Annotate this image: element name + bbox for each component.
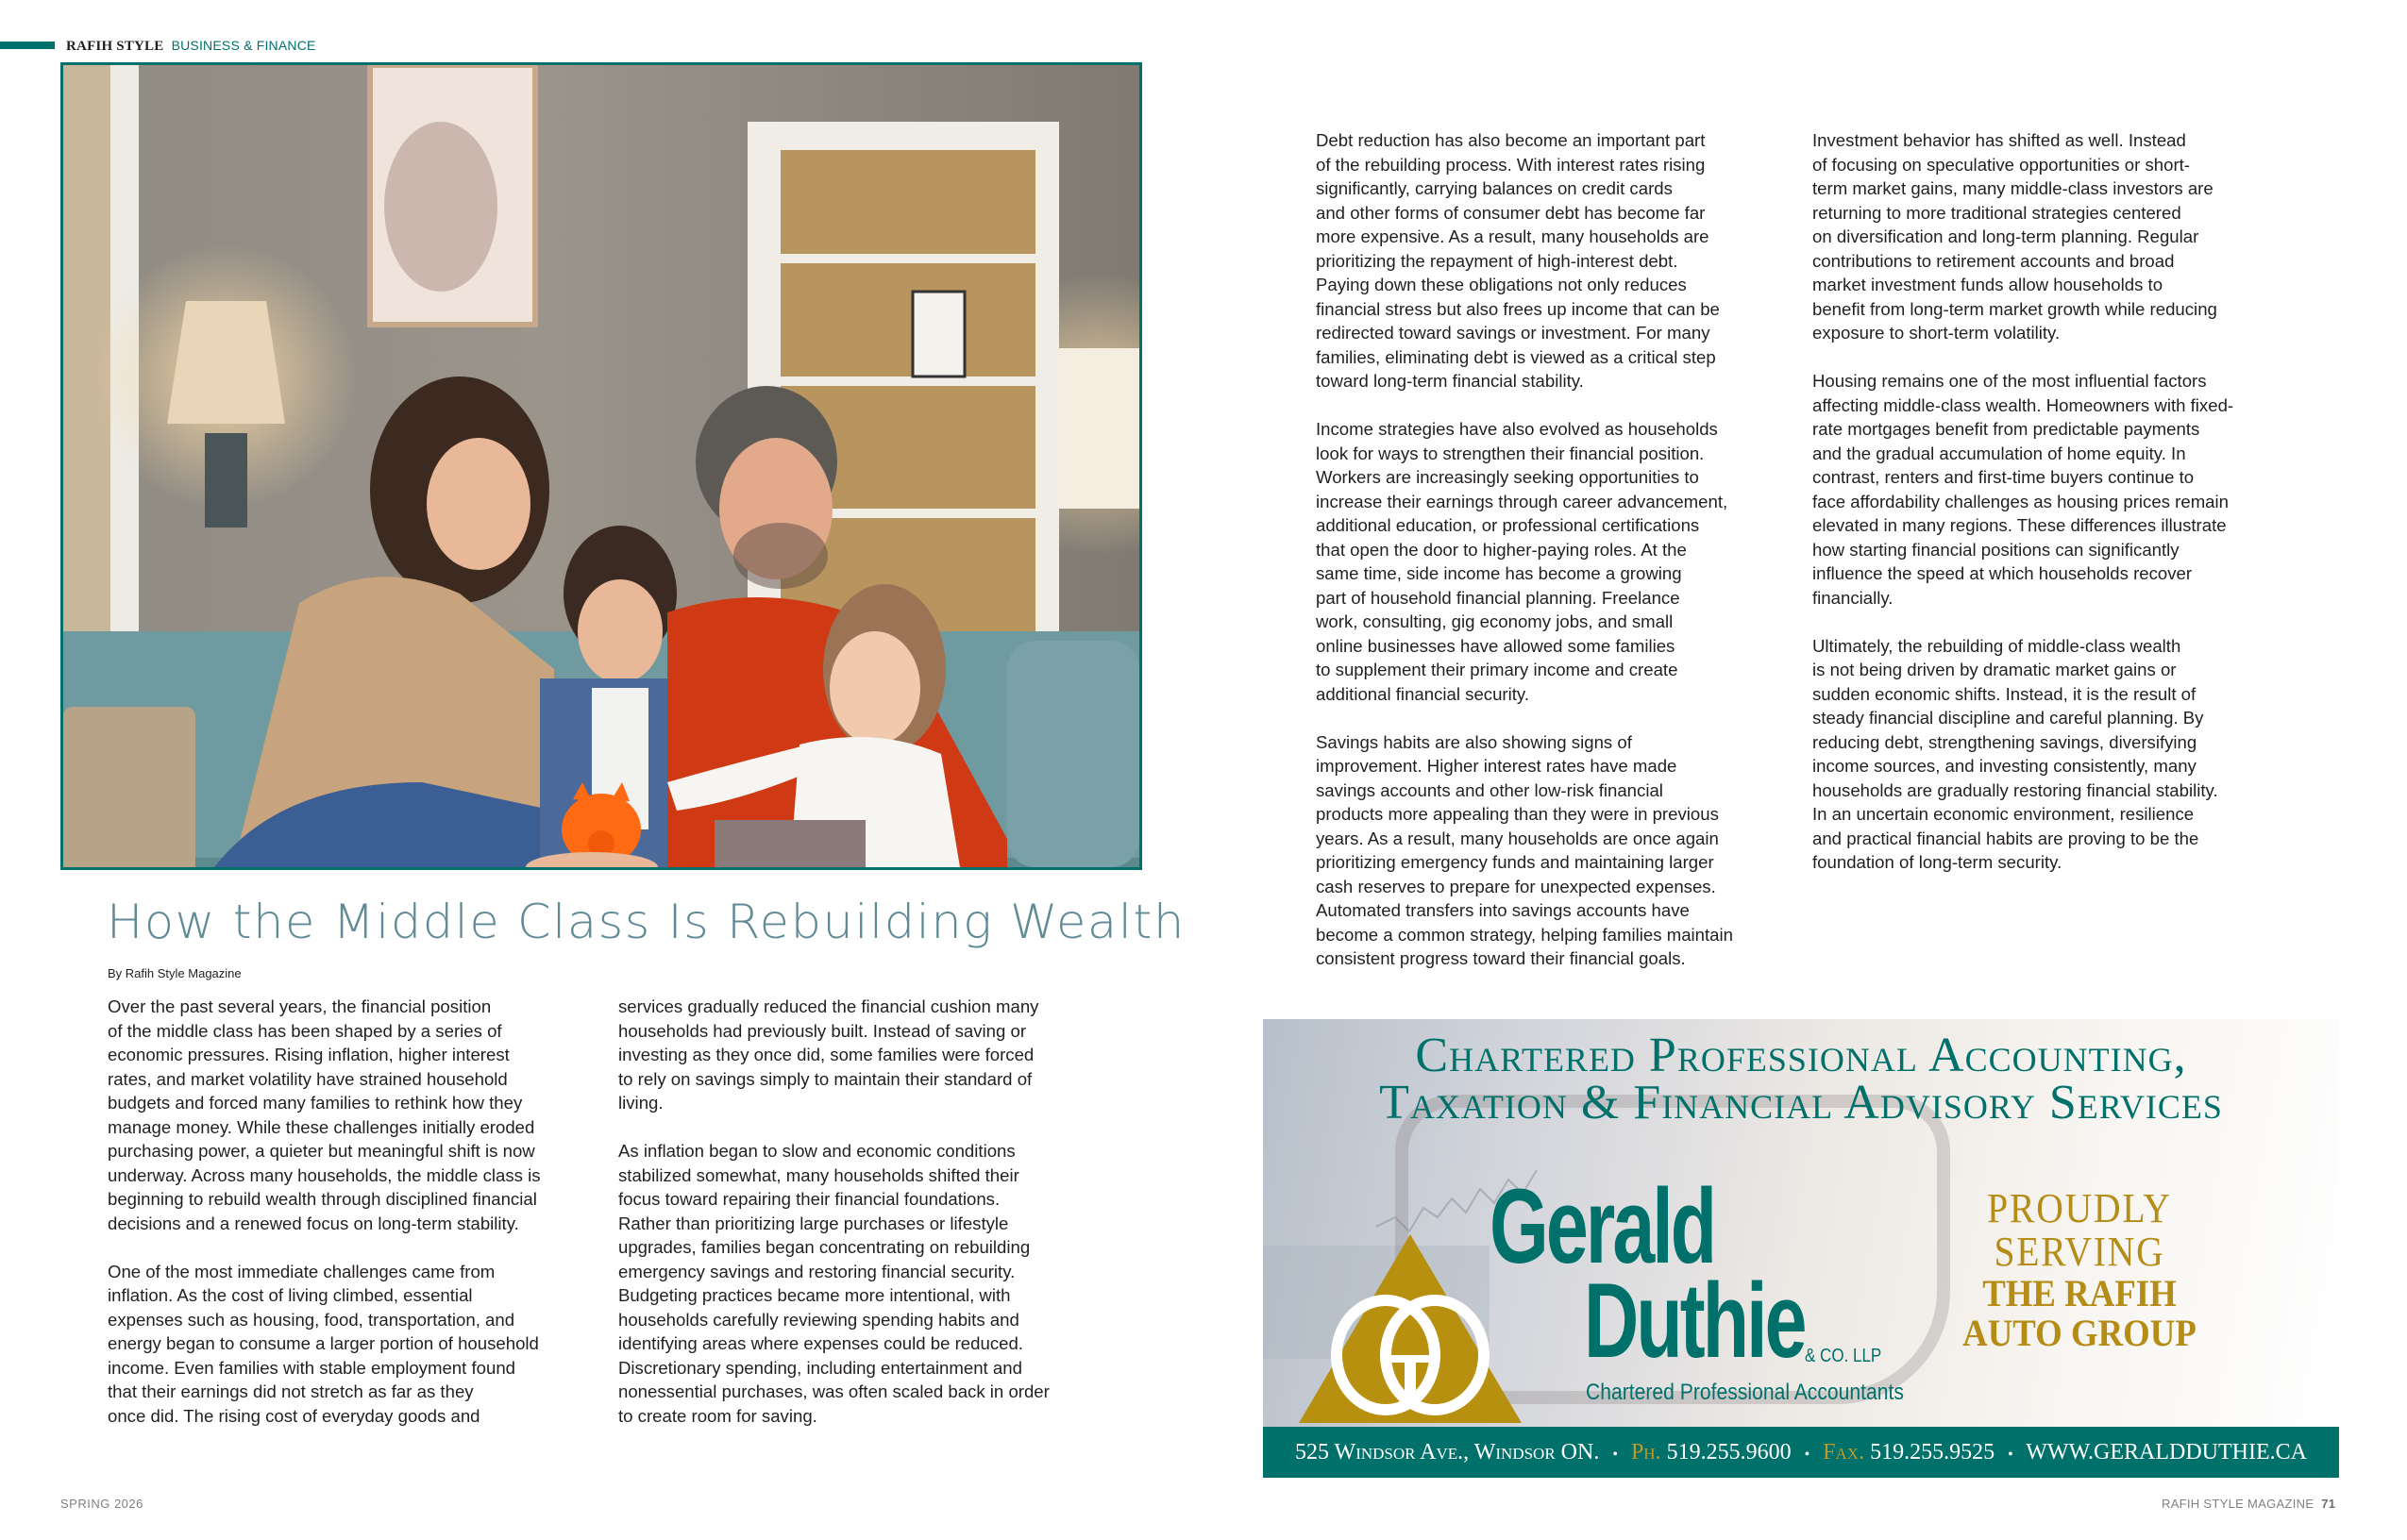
text-line: investing as they once did, some families were forced [618,1045,1035,1064]
ad-tagline: Chartered Professional Accountants [1586,1380,1904,1405]
header-accent-bar [0,42,55,49]
text-line: purchasing power, a quieter but meaningful shift is now [108,1141,535,1161]
text-line: to create room for saving. [618,1405,817,1426]
text-line: services gradually reduced the financial cushion many [618,996,1039,1016]
article-paragraph [1812,128,2294,345]
article-column-1 [108,995,598,1428]
text-line: expenses such as housing, food, transportation, and [108,1309,515,1330]
text-line: sudden economic shifts. Instead, it is the result of [1812,683,2197,704]
article-paragraph [1812,369,2294,610]
article-paragraph [1316,730,1797,971]
text-line: toward long-term financial stability. [1316,371,1584,391]
advertisement-gerald-duthie[interactable] [1263,1019,2339,1478]
text-line: Budgeting practices became more intentional, with [618,1285,1011,1305]
text-line: Discretionary spending, including entertainment and [618,1357,1022,1378]
ad-serving-line-3: AUTO GROUP [1962,1312,2197,1354]
text-line: households had previously built. Instead of saving or [618,1020,1027,1041]
text-line: income sources, and investing consistently, many [1812,756,2197,776]
ad-serving-line-2: THE RAFIH [1982,1272,2177,1314]
text-line: financially. [1812,587,1894,608]
text-line: economic pressures. Rising inflation, higher interest [108,1045,510,1064]
text-line: Savings habits are also showing signs of [1316,731,1632,752]
text-line: returning to more traditional strategies centered [1812,202,2181,223]
text-line: financial stress but also frees up income that can be [1316,298,1720,319]
text-line: Automated transfers into savings accounts have [1316,900,1690,920]
text-line: consistent progress toward their financial goals. [1316,948,1686,968]
article-title: How the Middle Class Is Rebuilding Wealth [107,895,1186,949]
ad-fax-label: Fax. [1823,1440,1865,1465]
running-header [66,38,316,55]
text-line: once did. The rising cost of everyday goods and [108,1405,480,1426]
footer-folio [2162,1497,2335,1511]
text-line: reducing debt, strengthening savings, diversifying [1812,731,2197,752]
ad-contact-band [1263,1427,2339,1478]
text-line: budgets and forced many families to rethink how they [108,1093,523,1113]
text-line: and practical financial habits are proving to be the [1812,828,2199,848]
text-line: rate mortgages benefit from predictable payments [1812,419,2200,439]
ad-serving-block [1886,1187,2273,1353]
text-line: additional financial security. [1316,683,1530,704]
text-line: rates, and market volatility have strained household [108,1068,508,1089]
ad-headline [1263,1029,2339,1130]
text-line: Housing remains one of the most influential factors [1812,371,2207,391]
separator-icon: • [2008,1447,2013,1463]
text-line: households carefully reviewing spending habits and [618,1309,1019,1330]
article-paragraph [618,1139,1109,1428]
text-line: additional education, or professional certifications [1316,515,1700,535]
ad-phone-label: Ph. [1630,1440,1661,1465]
ad-firm-name-line-2: Duthie [1584,1262,1805,1380]
text-line: Rather than prioritizing large purchases or lifestyle [618,1213,1009,1233]
text-line: Over the past several years, the financial position [108,996,492,1016]
text-line: on diversification and long-term planning. Regular [1812,226,2199,246]
text-line: and the gradual accumulation of home equity. In [1812,443,2186,463]
footer-magazine-name: RAFIH STYLE MAGAZINE [2162,1497,2314,1511]
text-line: products more appealing than they were in previous [1316,804,1719,824]
ad-address: 525 Windsor Ave., Windsor ON. [1294,1440,1600,1465]
text-line: term market gains, many middle-class investors are [1812,178,2213,198]
gd-monogram-triangle-icon [1299,1234,1522,1423]
ad-headline-line-2: Taxation & Financial Advisory Services [1379,1076,2223,1130]
article-byline: By Rafih Style Magazine [108,966,242,980]
text-line: Paying down these obligations not only reduces [1316,275,1687,294]
text-line: families, eliminating debt is viewed as a critical step [1316,346,1716,367]
text-line: to supplement their primary income and create [1316,660,1678,679]
text-line: face affordability challenges as housing prices remain [1812,491,2229,511]
ad-firm-name-line-1: Gerald [1490,1167,1715,1285]
text-line: market investment funds allow households to [1812,275,2163,294]
footer-season: SPRING 2026 [60,1497,143,1511]
text-line: online businesses have allowed some families [1316,635,1675,656]
text-line: part of household financial planning. Freelance [1316,587,1680,608]
text-line: Investment behavior has shifted as well. Instead [1812,130,2186,150]
text-line: identifying areas where expenses could be reduced. [618,1333,1023,1353]
page-number: 71 [2321,1497,2336,1511]
text-line: focus toward repairing their financial foundations. [618,1189,1001,1209]
text-line: households are gradually restoring financial stability. [1812,779,2218,800]
text-line: As inflation began to slow and economic conditions [618,1141,1016,1161]
text-line: One of the most immediate challenges came from [108,1261,496,1281]
article-paragraph [1316,417,1797,706]
ad-phone[interactable]: 519.255.9600 [1666,1440,1792,1465]
family-piggy-bank-image [63,65,1139,867]
text-line: prioritizing the repayment of high-interest debt. [1316,250,1678,271]
text-line: nonessential purchases, was often scaled back in order [618,1381,1050,1401]
text-line: and other forms of consumer debt has become far [1316,202,1706,223]
text-line: Ultimately, the rebuilding of middle-class wealth [1812,635,2181,656]
separator-icon: • [1804,1447,1810,1463]
text-line: Debt reduction has also become an important part [1316,130,1706,150]
text-line: elevated in many regions. These differences illustrate [1812,515,2227,535]
article-column-4 [1812,128,2294,875]
text-line: same time, side income has become a growing [1316,563,1682,583]
separator-icon: • [1612,1447,1618,1463]
text-line: living. [618,1093,664,1113]
article-column-2 [618,995,1109,1428]
text-line: that their earnings did not stretch as far as they [108,1381,474,1401]
text-line: years. As a result, many households are once again [1316,828,1719,848]
text-line: to rely on savings simply to maintain their standard of [618,1068,1033,1089]
text-line: become a common strategy, helping families maintain [1316,924,1733,945]
ad-serving-line-1: PROUDLY SERVING [1987,1185,2172,1275]
text-line: how starting financial positions can significantly [1812,539,2180,560]
text-line: that open the door to higher-paying roles. At the [1316,539,1687,560]
ad-headline-line-1: Chartered Professional Accounting, [1415,1029,2187,1082]
text-line: contrast, renters and first-time buyers continue to [1812,467,2195,487]
text-line: stabilized somewhat, many households shifted their [618,1164,1019,1185]
text-line: savings accounts and other low-risk financial [1316,779,1663,800]
article-paragraph [1812,634,2294,875]
text-line: income. Even families with stable employment found [108,1357,515,1378]
text-line: exposure to short-term volatility. [1812,323,2061,343]
text-line: improvement. Higher interest rates have made [1316,756,1677,776]
text-line: influence the speed at which households recover [1812,563,2193,583]
text-line: work, consulting, gig economy jobs, and small [1316,611,1674,631]
text-line: inflation. As the cost of living climbed, essential [108,1285,473,1305]
text-line: decisions and a renewed focus on long-term stability. [108,1213,519,1233]
text-line: look for ways to strengthen their financial position. [1316,443,1705,463]
text-line: foundation of long-term security. [1812,852,2062,872]
article-paragraph [108,1260,598,1429]
text-line: Income strategies have also evolved as households [1316,419,1718,439]
text-line: In an uncertain economic environment, resilience [1812,804,2195,824]
text-line: emergency savings and restoring financial security. [618,1261,1016,1281]
text-line: affecting middle-class wealth. Homeowners with fixed- [1812,394,2234,415]
text-line: underway. Across many households, the middle class is [108,1164,541,1185]
text-line: contributions to retirement accounts and broad [1812,250,2175,271]
article-paragraph [618,995,1109,1115]
article-column-3 [1316,128,1797,971]
text-line: beginning to rebuild wealth through disciplined financial [108,1189,537,1209]
text-line: is not being driven by dramatic market gains or [1812,660,2177,679]
header-section: BUSINESS & FINANCE [171,38,316,53]
text-line: energy began to consume a larger portion of household [108,1333,539,1353]
text-line: of the rebuilding process. With interest rates rising [1316,154,1706,175]
text-line: steady financial discipline and careful planning. By [1812,708,2204,728]
ad-firm-suffix: & CO. LLP [1805,1346,1882,1366]
text-line: benefit from long-term market growth while reducing [1812,298,2217,319]
text-line: increase their earnings through career advancement, [1316,491,1728,511]
article-paragraph [1316,128,1797,393]
text-line: redirected toward savings or investment. For many [1316,323,1710,343]
text-line: manage money. While these challenges initially eroded [108,1116,535,1137]
text-line: of the middle class has been shaped by a series of [108,1020,502,1041]
ad-website-link[interactable]: WWW.GERALDDUTHIE.CA [2026,1440,2307,1465]
text-line: upgrades, families began concentrating on rebuilding [618,1237,1031,1257]
text-line: more expensive. As a result, many households are [1316,226,1709,246]
feature-photo [60,62,1142,870]
text-line: significantly, carrying balances on credit cards [1316,178,1673,198]
text-line: prioritizing emergency funds and maintaining larger [1316,852,1714,872]
article-paragraph [108,995,598,1235]
text-line: Workers are increasingly seeking opportunities to [1316,467,1699,487]
ad-fax: 519.255.9525 [1870,1440,1995,1465]
text-line: cash reserves to prepare for unexpected expenses. [1316,876,1716,896]
header-brand: RAFIH STYLE [66,39,164,54]
text-line: of focusing on speculative opportunities or short- [1812,154,2190,175]
